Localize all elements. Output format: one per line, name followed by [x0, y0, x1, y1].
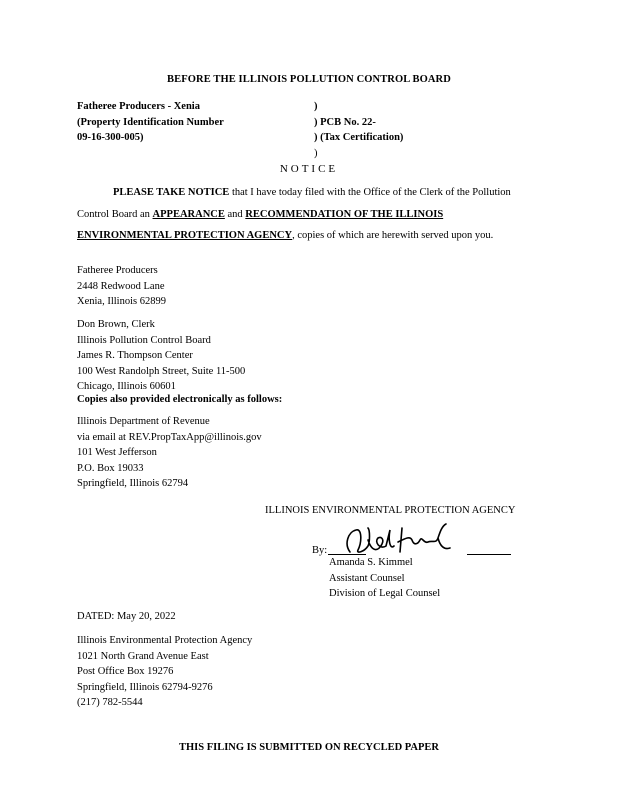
address-line: Springfield, Illinois 62794: [77, 478, 189, 489]
address-line: Post Office Box 19276: [77, 666, 174, 677]
address-line: 1021 North Grand Avenue East: [77, 650, 209, 662]
service-address-revenue: [77, 414, 262, 492]
notice-paragraph: [77, 182, 537, 247]
notice-text: , copies of which are herewith served upon you.: [292, 230, 494, 241]
signer-block: [329, 555, 440, 602]
notice-line: [77, 182, 537, 204]
signer-name: Amanda S. Kimmel: [329, 557, 413, 568]
address-line: Illinois Department of Revenue: [77, 416, 210, 427]
address-line: Illinois Pollution Control Board: [77, 334, 211, 346]
iepa-address: [77, 633, 252, 711]
address-line: Xenia, Illinois 62899: [77, 296, 166, 307]
case-caption-number: [314, 99, 403, 161]
phone-number: (217) 782-5544: [77, 697, 143, 708]
by-label: By:: [312, 545, 328, 556]
notice-line: [77, 204, 537, 226]
board-heading: BEFORE THE ILLINOIS POLLUTION CONTROL BOARD: [167, 74, 451, 85]
notice-text: that I have today filed with the Office of the Clerk of the Pollution: [229, 187, 511, 198]
appearance-doc-title: APPEARANCE: [152, 208, 225, 220]
address-line: via email at REV.PropTaxApp@illinois.gov: [77, 431, 262, 443]
address-line: 100 West Randolph Street, Suite 11-500: [77, 365, 246, 377]
date-line: DATED: May 20, 2022: [77, 611, 176, 622]
address-line: 101 West Jefferson: [77, 447, 157, 458]
caption-line: (Property Identification Number: [77, 116, 224, 128]
address-line: Illinois Environmental Protection Agency: [77, 635, 253, 646]
signature-line: [467, 554, 511, 555]
recommendation-doc-title-cont: ENVIRONMENTAL PROTECTION AGENCY: [77, 230, 293, 241]
notice-lead: PLEASE TAKE NOTICE: [113, 187, 230, 198]
address-line: James R. Thompson Center: [77, 350, 193, 361]
agency-name: ILLINOIS ENVIRONMENTAL PROTECTION AGENCY: [265, 505, 516, 516]
electronic-service-heading: Copies also provided electronically as follows:: [77, 394, 283, 405]
caption-line: ) (Tax Certification): [314, 132, 404, 143]
service-address-clerk: [77, 317, 245, 395]
caption-line: ): [314, 147, 318, 159]
notice-title: NOTICE: [279, 163, 339, 175]
notice-text: and: [224, 208, 246, 220]
case-caption-party: [77, 99, 224, 146]
address-line: Fatheree Producers: [77, 265, 158, 276]
caption-line: Fatheree Producers - Xenia: [77, 101, 200, 112]
notice-line: [77, 225, 537, 247]
caption-line: ) PCB No. 22-: [314, 116, 376, 128]
notice-text: Control Board an: [77, 208, 153, 220]
service-address-fatheree: [77, 263, 166, 310]
signer-title: Assistant Counsel: [329, 572, 405, 584]
recommendation-doc-title: RECOMMENDATION OF THE ILLINOIS: [245, 208, 444, 220]
address-line: Springfield, Illinois 62794-9276: [77, 681, 213, 693]
caption-line: 09-16-300-005): [77, 132, 144, 143]
recycled-paper-note: THIS FILING IS SUBMITTED ON RECYCLED PAPER: [178, 742, 440, 753]
signer-division: Division of Legal Counsel: [329, 588, 441, 599]
caption-line: ): [314, 101, 318, 112]
address-line: P.O. Box 19033: [77, 462, 144, 474]
address-line: Chicago, Illinois 60601: [77, 381, 176, 392]
address-line: 2448 Redwood Lane: [77, 280, 165, 292]
address-line: Don Brown, Clerk: [77, 319, 155, 330]
